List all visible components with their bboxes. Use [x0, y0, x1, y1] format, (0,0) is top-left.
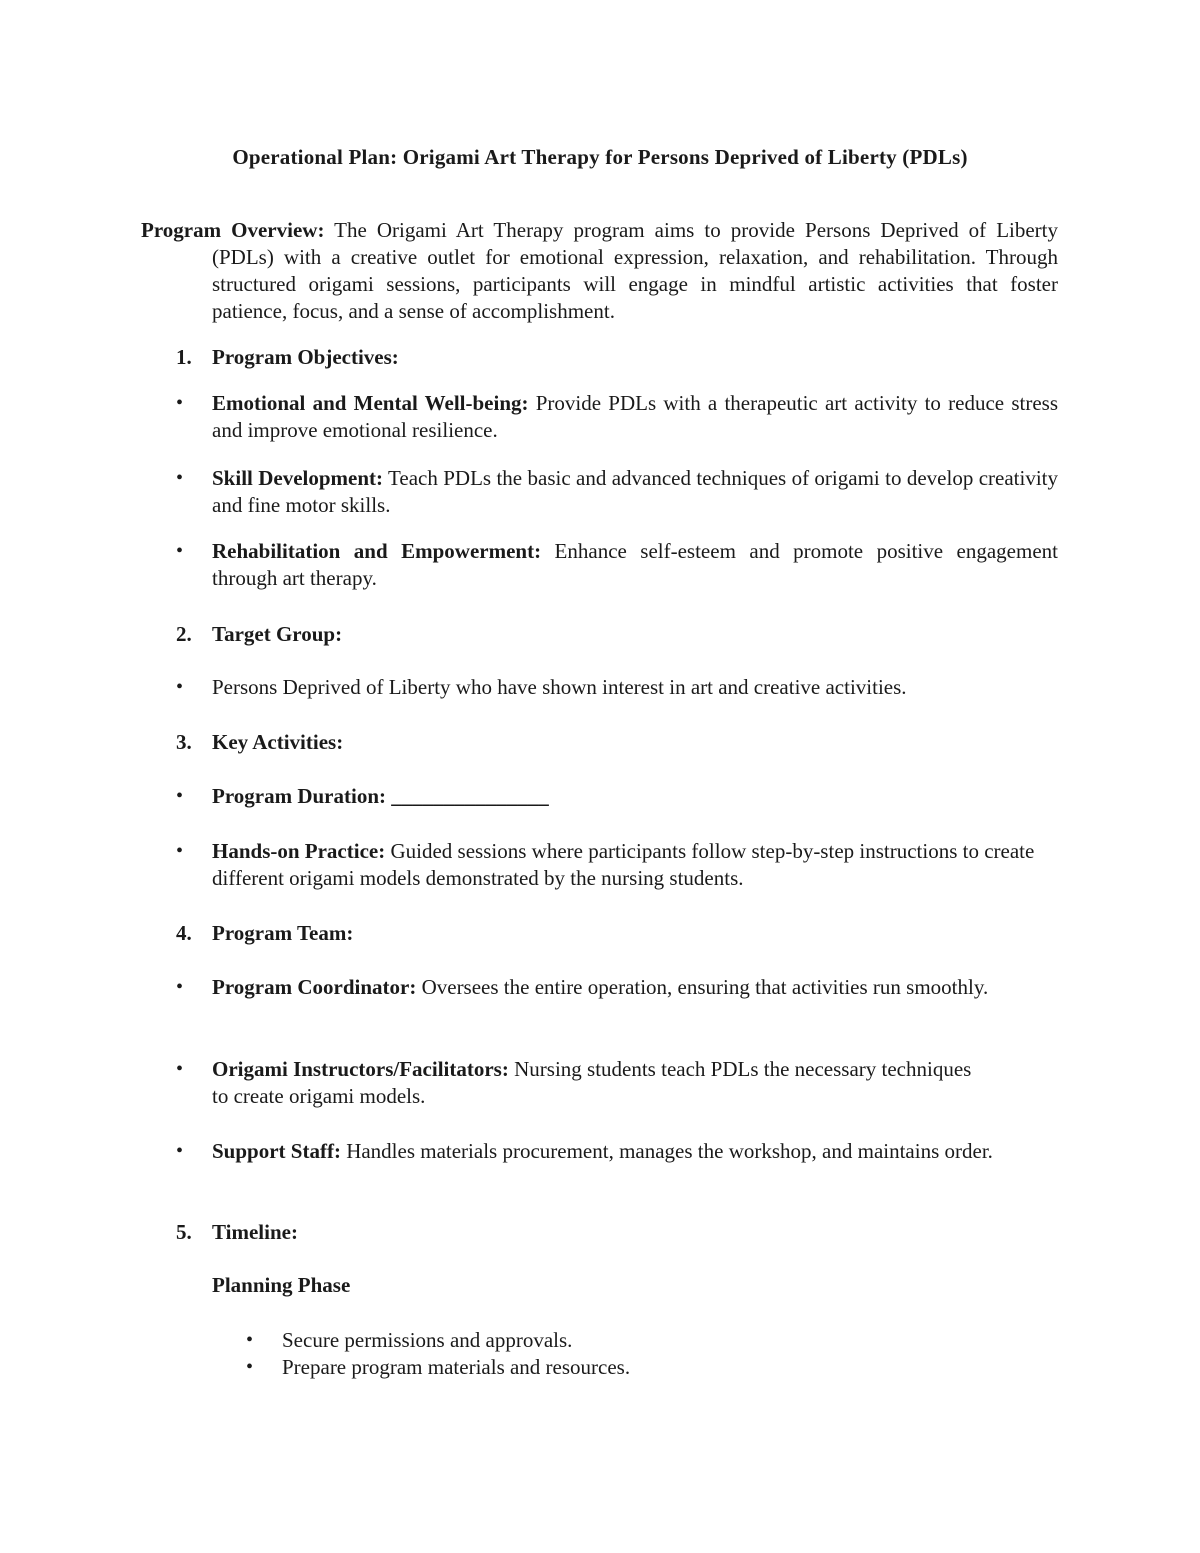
list-item: • Program Duration: _______________: [176, 784, 549, 808]
bullet-icon: •: [176, 392, 184, 414]
list-item: • Skill Development: Teach PDLs the basic and advanced techniques of origami to develop creativity and fine motor skills.: [176, 466, 1058, 517]
section-heading-objectives: 1. Program Objectives:: [176, 345, 399, 369]
list-item: • Support Staff: Handles materials procurement, manages the workshop, and maintains order.: [176, 1139, 993, 1163]
bullet-icon: •: [176, 467, 184, 489]
bullet-icon: •: [176, 785, 184, 807]
bullet-icon: •: [176, 540, 184, 562]
section-heading-key-activities: 3. Key Activities:: [176, 730, 344, 754]
bullet-icon: •: [176, 840, 184, 862]
list-item: • Rehabilitation and Empowerment: Enhance self-esteem and promote positive engagement through art therapy.: [176, 539, 1058, 590]
document-title: Operational Plan: Origami Art Therapy for Persons Deprived of Liberty (PDLs): [232, 145, 968, 169]
bullet-icon: •: [176, 1140, 184, 1162]
section-heading-timeline: 5. Timeline:: [176, 1220, 298, 1244]
duration-blank: _______________: [386, 784, 549, 808]
bullet-icon: •: [246, 1356, 254, 1378]
list-item: • Origami Instructors/Facilitators: Nursing students teach PDLs the necessary techniques to create origami models.: [176, 1057, 972, 1108]
bullet-icon: •: [176, 976, 184, 998]
bullet-icon: •: [246, 1329, 254, 1351]
bullet-icon: •: [176, 676, 184, 698]
list-item: • Secure permissions and approvals.: [246, 1328, 573, 1352]
subheading-planning-phase: Planning Phase: [212, 1273, 351, 1297]
list-item: • Emotional and Mental Well-being: Provide PDLs with a therapeutic art activity to reduce stress and improve emotional resilience.: [176, 391, 1058, 442]
list-item: • Hands-on Practice: Guided sessions where participants follow step-by-step instructions to create different origami models demonstrated by the nursing students.: [176, 839, 1035, 890]
section-heading-program-team: 4. Program Team:: [176, 921, 354, 945]
overview-text: The Origami Art Therapy program aims to provide Persons Deprived of Liberty (PDLs) with a creative outlet for emotional expression, relaxation, and rehabilitation. Through structured origami sessions, participants will engage in mindful artistic activities that foster patience, focus, and a sense of accomplishment.: [212, 218, 1059, 323]
overview-label: Program Overview:: [141, 218, 325, 242]
list-item: • Program Coordinator: Oversees the entire operation, ensuring that activities run smoothly.: [176, 975, 989, 999]
bullet-icon: •: [176, 1058, 184, 1080]
section-heading-target-group: 2. Target Group:: [176, 622, 343, 646]
program-overview: [141, 217, 1058, 325]
list-item: • Prepare program materials and resources.: [246, 1355, 631, 1379]
list-item: • Persons Deprived of Liberty who have shown interest in art and creative activities.: [176, 675, 907, 699]
